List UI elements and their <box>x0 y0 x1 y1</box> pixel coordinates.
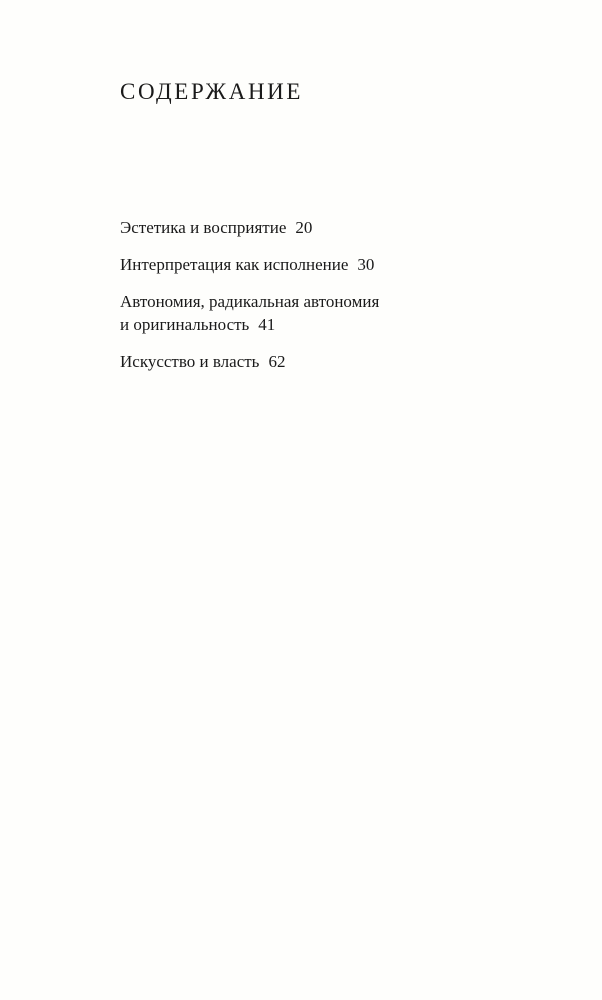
toc-entry-title: Автономия, радикальная автономия и оригинальность <box>120 292 380 334</box>
toc-entry-title: Эстетика и восприятие <box>120 218 287 237</box>
toc-entry <box>120 350 520 373</box>
toc-entry <box>120 290 520 336</box>
table-of-contents <box>120 216 520 387</box>
toc-entry-page-number: 20 <box>295 218 313 237</box>
toc-entry-title: Искусство и власть <box>120 352 260 371</box>
toc-entry <box>120 216 520 239</box>
toc-entry-page-number: 30 <box>357 255 375 274</box>
page-title: СОДЕРЖАНИЕ <box>120 79 304 104</box>
toc-entry-page-number: 62 <box>268 352 286 371</box>
toc-entry-page-number: 41 <box>258 315 276 334</box>
toc-entry <box>120 253 520 276</box>
toc-entry-title: Интерпретация как исполнение <box>120 255 349 274</box>
